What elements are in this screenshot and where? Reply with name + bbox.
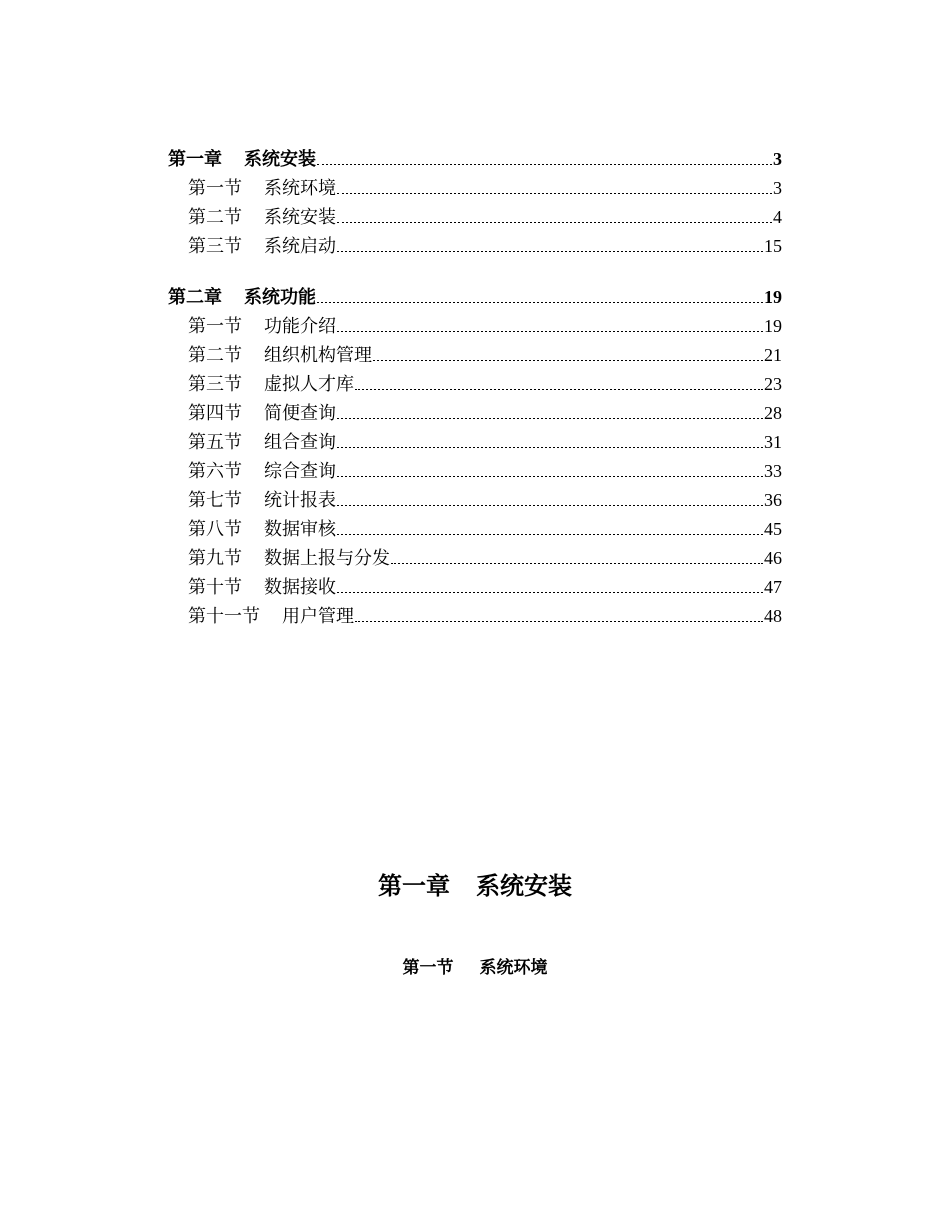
toc-section-title: 系统启动 xyxy=(264,236,336,256)
toc-chapter-number: 第二章 xyxy=(168,287,222,307)
section-heading xyxy=(0,955,950,981)
table-of-contents xyxy=(168,145,782,631)
toc-chapter-number: 第一章 xyxy=(168,149,222,169)
toc-section-title: 数据上报与分发 xyxy=(264,548,390,568)
toc-section-title: 用户管理 xyxy=(282,606,354,626)
toc-page-number: 15 xyxy=(764,236,782,256)
toc-section-number: 第八节 xyxy=(188,519,242,539)
toc-page-number: 3 xyxy=(773,149,782,169)
section-heading-title: 系统环境 xyxy=(479,958,548,978)
toc-section-entry[interactable] xyxy=(168,203,782,232)
toc-page-number: 31 xyxy=(764,432,782,452)
toc-section-entry[interactable] xyxy=(168,174,782,203)
toc-chapter-entry[interactable] xyxy=(168,145,782,174)
toc-dot-leader xyxy=(337,476,763,477)
toc-dot-leader xyxy=(337,193,772,194)
toc-section-entry[interactable] xyxy=(168,515,782,544)
toc-section-title: 系统安装 xyxy=(264,207,336,227)
toc-section-number: 第十一节 xyxy=(188,606,260,626)
chapter-heading xyxy=(0,868,950,904)
toc-section-number: 第一节 xyxy=(188,178,242,198)
toc-page-number: 36 xyxy=(764,490,782,510)
toc-dot-leader xyxy=(337,447,763,448)
toc-dot-leader xyxy=(337,222,772,223)
toc-section-entry[interactable] xyxy=(168,232,782,261)
toc-page-number: 48 xyxy=(764,606,782,626)
chapter-heading-number: 第一章 xyxy=(378,872,450,900)
toc-dot-leader xyxy=(373,360,763,361)
toc-section-number: 第二节 xyxy=(188,207,242,227)
toc-page-number: 19 xyxy=(764,316,782,336)
toc-page-number: 33 xyxy=(764,461,782,481)
toc-chapter-title: 系统功能 xyxy=(244,287,316,307)
toc-section-number: 第十节 xyxy=(188,577,242,597)
toc-page-number: 45 xyxy=(764,519,782,539)
toc-spacer xyxy=(168,261,782,283)
toc-section-number: 第五节 xyxy=(188,432,242,452)
toc-dot-leader xyxy=(355,389,763,390)
toc-page-number: 46 xyxy=(764,548,782,568)
toc-section-entry[interactable] xyxy=(168,428,782,457)
toc-chapter-title: 系统安装 xyxy=(244,149,316,169)
toc-page-number: 19 xyxy=(764,287,782,307)
toc-page-number: 3 xyxy=(773,178,782,198)
toc-section-title: 统计报表 xyxy=(264,490,336,510)
toc-page-number: 23 xyxy=(764,374,782,394)
toc-section-number: 第三节 xyxy=(188,374,242,394)
toc-page-number: 47 xyxy=(764,577,782,597)
toc-page-number: 28 xyxy=(764,403,782,423)
toc-section-entry[interactable] xyxy=(168,399,782,428)
toc-dot-leader xyxy=(391,563,763,564)
toc-section-title: 系统环境 xyxy=(264,178,336,198)
toc-dot-leader xyxy=(337,251,763,252)
toc-chapter-entry[interactable] xyxy=(168,283,782,312)
toc-section-number: 第二节 xyxy=(188,345,242,365)
toc-section-entry[interactable] xyxy=(168,370,782,399)
toc-section-entry[interactable] xyxy=(168,341,782,370)
chapter-heading-title: 系统安装 xyxy=(476,872,572,900)
toc-section-title: 组合查询 xyxy=(264,432,336,452)
toc-dot-leader xyxy=(337,418,763,419)
toc-section-title: 虚拟人才库 xyxy=(264,374,354,394)
toc-dot-leader xyxy=(337,331,763,332)
toc-section-number: 第一节 xyxy=(188,316,242,336)
toc-section-entry[interactable] xyxy=(168,544,782,573)
toc-page-number: 21 xyxy=(764,345,782,365)
toc-dot-leader xyxy=(355,621,763,622)
toc-section-entry[interactable] xyxy=(168,602,782,631)
toc-section-entry[interactable] xyxy=(168,457,782,486)
toc-section-number: 第九节 xyxy=(188,548,242,568)
toc-section-number: 第四节 xyxy=(188,403,242,423)
toc-section-entry[interactable] xyxy=(168,312,782,341)
toc-page-number: 4 xyxy=(773,207,782,227)
toc-section-title: 组织机构管理 xyxy=(264,345,372,365)
toc-section-title: 简便查询 xyxy=(264,403,336,423)
toc-dot-leader xyxy=(317,302,763,303)
toc-section-title: 综合查询 xyxy=(264,461,336,481)
toc-dot-leader xyxy=(337,592,763,593)
toc-dot-leader xyxy=(337,505,763,506)
toc-section-title: 数据审核 xyxy=(264,519,336,539)
section-heading-number: 第一节 xyxy=(402,958,454,978)
toc-section-title: 数据接收 xyxy=(264,577,336,597)
toc-dot-leader xyxy=(337,534,763,535)
toc-section-entry[interactable] xyxy=(168,486,782,515)
toc-section-title: 功能介绍 xyxy=(264,316,336,336)
toc-section-number: 第六节 xyxy=(188,461,242,481)
toc-section-entry[interactable] xyxy=(168,573,782,602)
toc-section-number: 第七节 xyxy=(188,490,242,510)
toc-dot-leader xyxy=(317,164,772,165)
toc-section-number: 第三节 xyxy=(188,236,242,256)
